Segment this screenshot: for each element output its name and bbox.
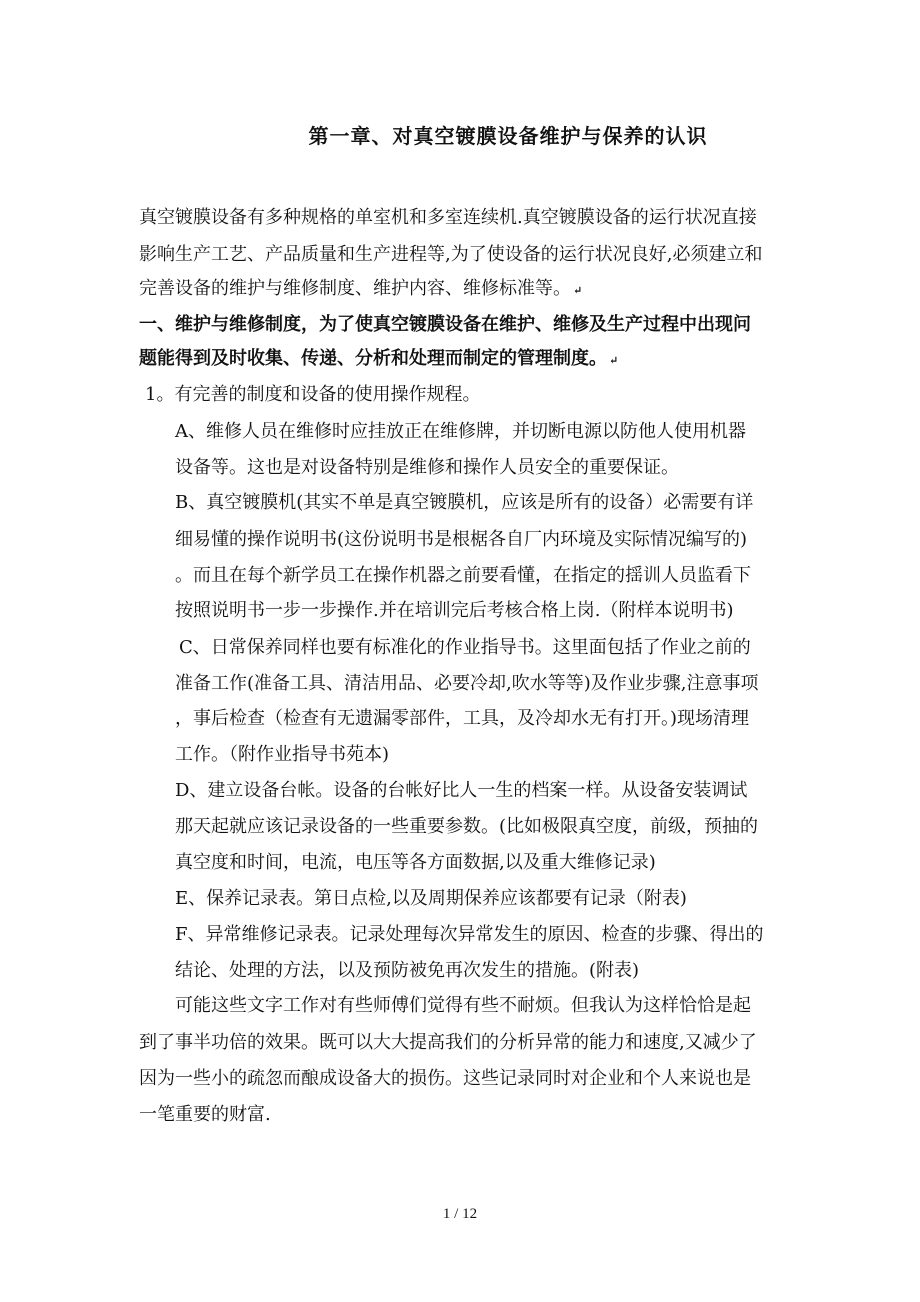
section-heading-line: 一、维护与维修制度，为了使真空镀膜设备在维护、维修及生产过程中出现问 (139, 314, 751, 335)
item-d-line: 那天起就应该记录设备的一些重要参数。(比如极限真空度，前级，预抽的 (175, 816, 759, 837)
item-c-line: 准备工作(准备工具、清洁用品、必要冷却,吹水等等)及作业步骤,注意事项 (175, 673, 759, 694)
item-c-line: C、日常保养同样也要有标准化的作业指导书。这里面包括了作业之前的 (179, 637, 751, 658)
body-line (139, 277, 582, 303)
section-heading-text: 题能得到及时收集、传递、分析和处理而制定的管理制度。 (139, 348, 607, 369)
item-f-line: 结论、处理的方法，以及预防被免再次发生的措施。(附表) (175, 960, 640, 981)
page-number: 1 / 12 (442, 1206, 478, 1222)
body-line: 真空镀膜设备有多种规格的单室机和多室连续机.真空镀膜设备的运行状况直接 (139, 207, 757, 228)
item-c-line: ，事后检查（检查有无遗漏零部件，工具，及冷却水无有打开。)现场清理 (175, 708, 750, 729)
paragraph-mark-icon: ↵ (609, 354, 619, 367)
section-heading-line (139, 347, 618, 373)
numbered-item: 1。有完善的制度和设备的使用操作规程。 (145, 384, 481, 405)
item-b-line: 按照说明书一步一步操作.并在培训完后考核合格上岗.（附样本说明书) (175, 600, 734, 621)
item-b-line: 细易懂的操作说明书(这份说明书是根椐各自厂内环境及实际情况编写的) (175, 529, 748, 550)
closing-paragraph-line: 一笔重要的财富. (139, 1104, 271, 1125)
item-a-line: A、维修人员在维修时应挂放正在维修牌，并切断电源以防他人使用机器 (175, 421, 746, 442)
item-e-line: E、保养记录表。第日点检,以及周期保养应该都要有记录（附表) (175, 888, 687, 909)
closing-paragraph-line: 到了事半功倍的效果。既可以大大提高我们的分析异常的能力和速度,又减少了 (139, 1032, 757, 1053)
chapter-title: 第一章、对真空镀膜设备维护与保养的认识 (308, 124, 708, 148)
body-line: 影响生产工艺、产品质量和生产进程等,为了使设备的运行状况良好,必须建立和 (139, 244, 763, 265)
item-b-line: 。而且在每个新学员工在操作机器之前要看懂，在指定的揺训人员监看下 (175, 565, 751, 586)
closing-paragraph-line: 因为一些小的疏忽而酿成设备大的损伤。这些记录同时对企业和个人来说也是 (139, 1068, 751, 1089)
paragraph-mark-icon: ↵ (573, 284, 583, 297)
item-a-line: 设备等。这也是对设备特别是维修和操作人员安全的重要保证。 (175, 457, 679, 478)
item-b-line: B、真空镀膜机(其实不单是真空镀膜机，应该是所有的设备）必需要有详 (175, 492, 754, 513)
item-c-line: 工作。（附作业指导书苑本) (175, 744, 390, 765)
item-d-line: 真空度和时间，电流，电压等各方面数据,以及重大维修记录) (175, 852, 656, 873)
item-d-line: D、建立设备台帐。设备的台帐好比人一生的档案一样。从设备安装调试 (175, 780, 748, 801)
item-f-line: F、异常维修记录表。记录处理每次异常发生的原因、检查的步骤、得出的 (175, 924, 764, 945)
closing-paragraph-line: 可能这些文字工作对有些师傅们觉得有些不耐烦。但我认为这样恰恰是起 (175, 995, 751, 1016)
body-line-text: 完善设备的维护与维修制度、维护内容、维修标准等。 (139, 278, 571, 299)
